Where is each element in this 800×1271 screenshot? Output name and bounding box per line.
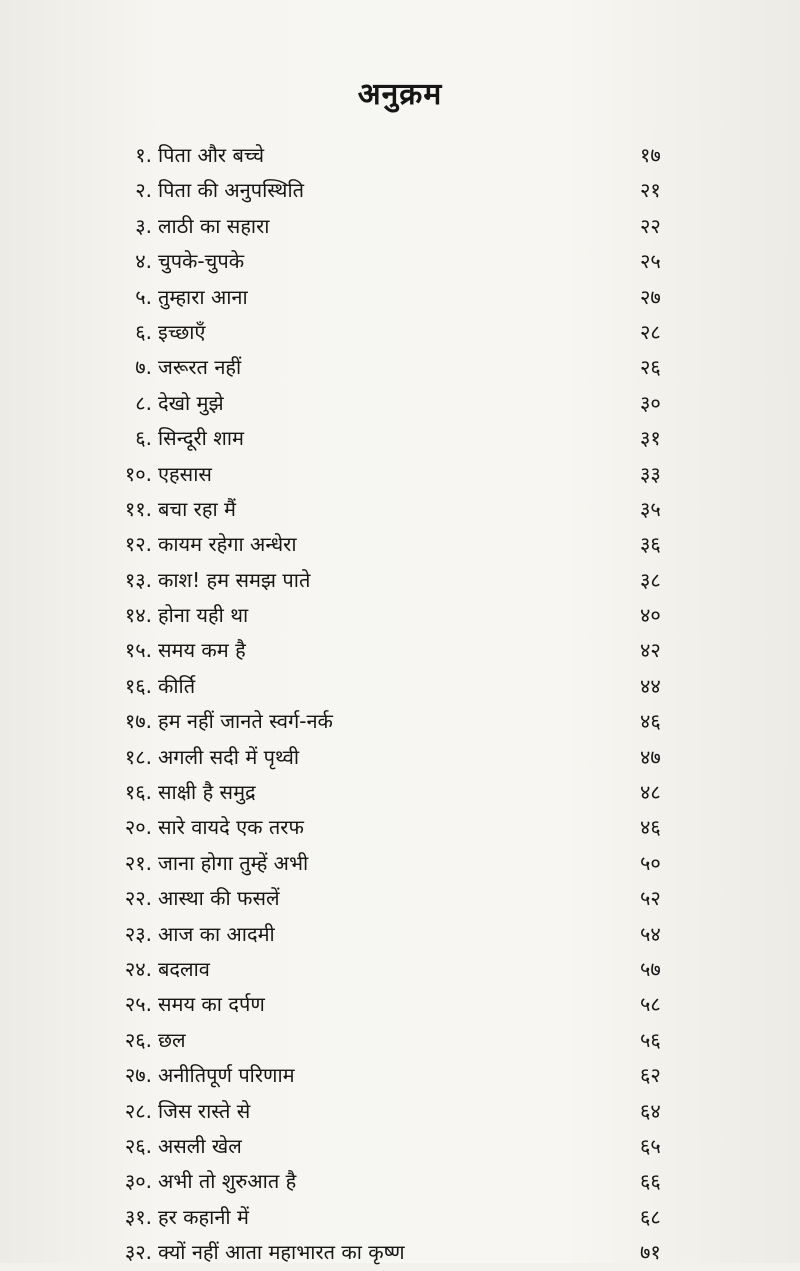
toc-entry-title: बचा रहा मैं — [158, 496, 236, 521]
toc-entry-title: होना यही था — [158, 603, 249, 628]
toc-entry-page-number: २२ — [640, 213, 661, 238]
toc-entry-title: देखो मुझे — [158, 390, 224, 415]
toc-entry-number: २४. — [124, 956, 152, 981]
toc-entry-number: २७. — [124, 1063, 152, 1088]
toc-entry-title: समय का दर्पण — [158, 992, 265, 1017]
toc-entry-number: १०. — [124, 461, 152, 486]
toc-entry — [100, 846, 700, 881]
toc-entry-number: २५. — [124, 992, 152, 1017]
toc-entry-page-number: ७१ — [640, 1240, 661, 1265]
toc-entry-page-number: ३३ — [640, 461, 661, 486]
toc-entry — [100, 740, 700, 775]
toc-entry-number: ७. — [135, 355, 152, 380]
toc-entry — [100, 987, 700, 1022]
toc-entry — [100, 1164, 700, 1199]
toc-entry-title: असली खेल — [158, 1133, 242, 1158]
toc-entry-page-number: ३० — [640, 390, 661, 415]
toc-entry-number: १६. — [124, 780, 152, 805]
toc-entry-number: २. — [135, 178, 152, 203]
toc-entry — [100, 492, 700, 527]
toc-entry — [100, 457, 700, 492]
toc-entry-page-number: ५८ — [640, 992, 661, 1017]
toc-entry-page-number: ६२ — [640, 1063, 661, 1088]
toc-entry-title: हर कहानी में — [158, 1204, 249, 1229]
toc-entry-number: २२. — [124, 886, 152, 911]
toc-entry-title: इच्छाएँ — [158, 319, 206, 344]
toc-entry-title: अनीतिपूर्ण परिणाम — [158, 1063, 295, 1088]
toc-entry-page-number: ३५ — [640, 496, 661, 521]
toc-entry-number: ५. — [135, 284, 152, 309]
toc-entry — [100, 138, 700, 173]
toc-entry-number: २६. — [124, 1133, 152, 1158]
toc-entry-title: आस्था की फसलें — [158, 886, 280, 911]
toc-entry — [100, 952, 700, 987]
toc-entry-page-number: ५२ — [640, 886, 661, 911]
toc-entry — [100, 810, 700, 845]
toc-entry-title: छल — [158, 1027, 186, 1052]
toc-entry-page-number: ३१ — [640, 426, 661, 451]
toc-entry-title: चुपके-चुपके — [158, 249, 245, 274]
toc-entry-page-number: ४० — [640, 603, 661, 628]
toc-entry-page-number: ३६ — [640, 532, 661, 557]
toc-entry — [100, 421, 700, 456]
toc-entry — [100, 173, 700, 208]
toc-entry-title: एहसास — [158, 461, 212, 486]
toc-entry-title: हम नहीं जानते स्वर्ग-नर्क — [158, 709, 333, 734]
table-of-contents — [100, 138, 700, 1271]
toc-entry-page-number: २८ — [640, 319, 661, 344]
toc-entry — [100, 1023, 700, 1058]
page-title: अनुक्रम — [357, 77, 443, 112]
toc-entry — [100, 1058, 700, 1093]
toc-entry-number: २६. — [124, 1027, 152, 1052]
toc-entry-number: ३१. — [124, 1204, 152, 1229]
toc-entry-page-number: २१ — [640, 178, 661, 203]
toc-entry-number: १२. — [124, 532, 152, 557]
toc-entry-page-number: ६८ — [640, 1204, 661, 1229]
toc-entry — [100, 917, 700, 952]
toc-entry-number: ३०. — [124, 1169, 152, 1194]
toc-entry-title: क्यों नहीं आता महाभारत का कृष्ण — [158, 1240, 405, 1265]
toc-entry-page-number: ४२ — [640, 638, 661, 663]
toc-entry-title: अभी तो शुरुआत है — [158, 1169, 297, 1194]
toc-entry-title: लाठी का सहारा — [158, 213, 270, 238]
toc-entry-number: १४. — [124, 603, 152, 628]
toc-entry-page-number: ६५ — [640, 1133, 661, 1158]
toc-entry-title: अगली सदी में पृथ्वी — [158, 744, 300, 769]
toc-entry-title: पिता की अनुपस्थिति — [158, 178, 305, 203]
toc-entry-title: समय कम है — [158, 638, 246, 663]
toc-entry-number: २१. — [124, 850, 152, 875]
toc-entry — [100, 669, 700, 704]
toc-entry — [100, 244, 700, 279]
toc-entry-number: १५. — [124, 638, 152, 663]
toc-entry — [100, 280, 700, 315]
toc-entry-number: ३. — [135, 213, 152, 238]
toc-entry — [100, 350, 700, 385]
toc-entry-number: ८. — [135, 390, 152, 415]
toc-entry-page-number: २५ — [640, 249, 661, 274]
toc-entry — [100, 775, 700, 810]
toc-entry-page-number: ४६ — [640, 709, 661, 734]
toc-entry-number: १७. — [124, 709, 152, 734]
toc-entry-number: ११. — [124, 496, 152, 521]
toc-entry — [100, 315, 700, 350]
toc-entry-page-number: ४४ — [640, 673, 661, 698]
toc-entry — [100, 386, 700, 421]
toc-entry-title: सिन्दूरी शाम — [158, 426, 244, 451]
toc-entry-page-number: ६४ — [640, 1098, 661, 1123]
toc-entry-title: जाना होगा तुम्हें अभी — [158, 850, 309, 875]
toc-entry — [100, 527, 700, 562]
toc-entry-number: ४. — [135, 249, 152, 274]
toc-entry-title: जरूरत नहीं — [158, 355, 242, 380]
toc-entry-number: २८. — [124, 1098, 152, 1123]
toc-entry-number: ३२. — [124, 1240, 152, 1265]
toc-entry-page-number: १७ — [640, 143, 661, 167]
toc-entry — [100, 1200, 700, 1235]
toc-entry-title: जिस रास्ते से — [158, 1098, 251, 1123]
toc-entry-title: पिता और बच्चे — [158, 143, 265, 167]
toc-entry — [100, 633, 700, 668]
toc-entry-number: १३. — [124, 567, 152, 592]
toc-entry — [100, 1235, 700, 1270]
toc-entry — [100, 209, 700, 244]
toc-entry-number: १८. — [124, 744, 152, 769]
toc-entry — [100, 881, 700, 916]
toc-entry — [100, 704, 700, 739]
toc-entry-page-number: ५० — [640, 850, 661, 875]
toc-entry-title: कायम रहेगा अन्धेरा — [158, 532, 297, 557]
toc-entry — [100, 1129, 700, 1164]
toc-entry-page-number: ६६ — [640, 1169, 661, 1194]
toc-entry — [100, 598, 700, 633]
toc-entry-number: २३. — [124, 921, 152, 946]
toc-entry-title: बदलाव — [158, 956, 210, 981]
toc-entry-number: १६. — [124, 673, 152, 698]
toc-entry-page-number: ४७ — [640, 744, 661, 769]
toc-entry-page-number: ४६ — [640, 815, 661, 840]
toc-entry-title: कीर्ति — [158, 673, 196, 698]
toc-entry-page-number: ३८ — [640, 567, 661, 592]
toc-entry-title: सारे वायदे एक तरफ — [158, 815, 304, 840]
toc-entry-page-number: ५७ — [640, 956, 661, 981]
toc-entry — [100, 1094, 700, 1129]
toc-entry-page-number: ४८ — [640, 780, 661, 805]
toc-entry-title: तुम्हारा आना — [158, 284, 248, 309]
toc-entry-page-number: २६ — [640, 355, 661, 380]
toc-entry-title: आज का आदमी — [158, 921, 275, 946]
toc-entry — [100, 563, 700, 598]
toc-entry-page-number: ५४ — [640, 921, 661, 946]
toc-entry-number: २०. — [124, 815, 152, 840]
toc-entry-number: ६. — [135, 319, 152, 344]
toc-entry-title: काश! हम समझ पाते — [158, 567, 311, 592]
toc-entry-number: ६. — [135, 426, 152, 451]
toc-entry-title: साक्षी है समुद्र — [158, 780, 256, 805]
toc-entry-page-number: ५६ — [640, 1027, 661, 1052]
toc-entry-number: १. — [135, 143, 152, 167]
toc-entry-page-number: २७ — [640, 284, 661, 309]
